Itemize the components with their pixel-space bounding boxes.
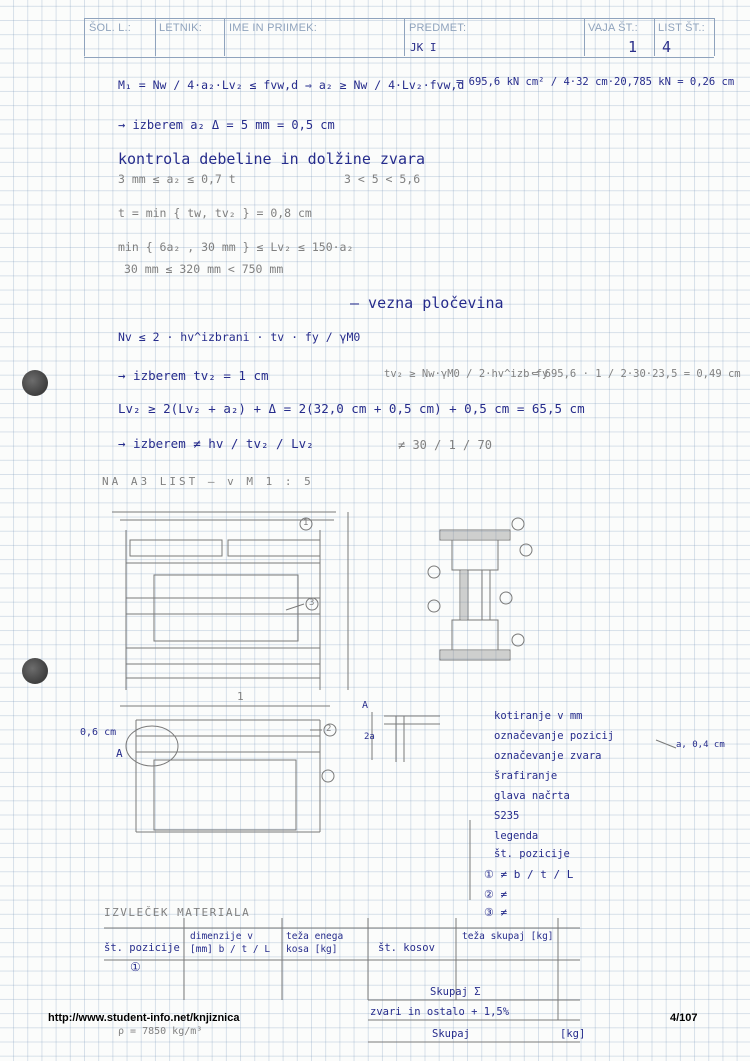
lower-pos-marker-1: [322, 770, 334, 782]
header-value-vaja: 1: [628, 38, 638, 56]
checklist-position-2: ② ≠: [484, 888, 508, 901]
batten-plate-top-left: [130, 540, 222, 556]
header-label-vaja: VAJA ŠT.:: [588, 22, 638, 34]
note-formula-m1: M₁ = Nw / 4·a₂·Lv₂ ≤ fvw,d: [118, 78, 299, 92]
note-length-values: 30 mm ≤ 320 mm < 750 mm: [124, 262, 284, 276]
checklist-position-3: ③ ≠: [484, 906, 508, 919]
note-thickness-min: t = min { tw, tv₂ } = 0,8 cm: [118, 206, 312, 220]
note-length-condition: min { 6a₂ , 30 mm } ≤ Lv₂ ≤ 150·a₂: [118, 240, 354, 254]
checklist-item-4: šrafiranje: [494, 770, 558, 782]
drawing-scale-note: NA A3 LIST – v M 1 : 5: [102, 475, 314, 488]
table-header-unit-weight: teža enega kosa [kg]: [286, 931, 344, 955]
note-plate-dimensions: ≠ 30 / 1 / 70: [398, 438, 492, 452]
section-hatch-bottom: [441, 651, 509, 659]
section-hatch-web: [461, 571, 467, 619]
note-weld-limit-values: 3 < 5 < 5,6: [344, 172, 421, 186]
note-formula-nv: Nv ≤ 2 · hv^izbrani · tv · fy / γM0: [118, 330, 361, 344]
table-total-unit: [kg]: [560, 1028, 586, 1040]
table-density-note: ρ = 7850 kg/m³: [118, 1026, 203, 1037]
batten-plate-main: [154, 575, 298, 641]
lower-batten-plate: [154, 760, 296, 830]
table-total-label: Skupaj: [432, 1028, 470, 1040]
leader-pos-3: [286, 604, 304, 610]
checklist-item-6: S235: [494, 810, 520, 822]
header-label-sol: ŠOL. L.:: [89, 22, 131, 34]
checklist-item-7: legenda: [494, 830, 539, 842]
table-header-dimensions: dimenzije v [mm] b / t / L: [190, 931, 271, 955]
section-pos-3-left: [428, 566, 440, 578]
note-formula-tv2: tv₂ ≥ Nw·γM0 / 2·hv^izb·fy: [384, 368, 549, 380]
header-value-predmet: JK I: [410, 41, 437, 54]
section-web-right: [482, 570, 490, 620]
section-label-2a: 2a: [364, 732, 375, 742]
section-label-A: A: [362, 700, 369, 711]
section-lower-block: [452, 620, 498, 650]
checklist-item-3: označevanje zvara: [494, 750, 602, 762]
header-label-list: LIST ŠT.:: [658, 22, 705, 34]
note-select-tv2: → izberem tv₂ = 1 cm: [118, 368, 269, 383]
detail-circle-A: [126, 726, 178, 766]
footer-page-number: 4/107: [670, 1012, 698, 1024]
section-pos-2-bottom: [512, 634, 524, 646]
table-header-position: št. pozicije: [104, 942, 180, 954]
checklist-position-1: ① ≠ b / t / L: [484, 868, 574, 881]
note-select-plate: → izberem ≠ hv / tv₂ / Lv₂: [118, 436, 314, 451]
side-note-arrow: [656, 740, 676, 748]
pos-label-2: 2: [326, 724, 332, 734]
table-title: IZVLEČEK MATERIALA: [104, 906, 251, 919]
table-header-total-weight: teža skupaj [kg]: [462, 931, 554, 942]
section-upper-block: [452, 540, 498, 570]
checklist-side-note: a, 0,4 cm: [676, 740, 725, 750]
section-pos-2-top: [512, 518, 524, 530]
batten-plate-top-right: [228, 540, 320, 556]
note-result-tv2: = 695,6 · 1 / 2·30·23,5 = 0,49 cm: [532, 368, 741, 380]
note-heading-batten-plate: – vezna pločevina: [350, 294, 504, 312]
note-formula-a2: ⇒ a₂ ≥ Nw / 4·Lv₂·fvw,d: [305, 78, 465, 92]
checklist-item-2: označevanje pozicij: [494, 730, 615, 742]
table-sum-label: Skupaj Σ: [430, 986, 481, 998]
header-label-letnik: LETNIK:: [159, 22, 202, 34]
pos-label-1: 1: [303, 518, 309, 528]
checklist-item-5: glava načrta: [494, 790, 570, 802]
section-pos-3-right: [500, 592, 512, 604]
dim-label-weld: 0,6 cm: [80, 727, 117, 738]
note-weld-limit: 3 mm ≤ a₂ ≤ 0,7 t: [118, 172, 236, 186]
checklist-item-1: kotiranje v mm: [494, 710, 583, 722]
pos-label-3: 3: [309, 598, 315, 608]
checklist-item-8: št. pozicije: [494, 848, 570, 860]
detail-label-A: A: [116, 747, 123, 760]
section-pos-2-mid: [520, 544, 532, 556]
section-pos-3-left-lower: [428, 600, 440, 612]
note-heading-weld-check: kontrola debeline in dolžine zvara: [118, 150, 426, 168]
note-select-a2: → izberem a₂ Δ = 5 mm = 0,5 cm: [118, 118, 335, 132]
footer-url[interactable]: http://www.student-info.net/knjiznica: [48, 1012, 240, 1024]
table-header-count: št. kosov: [378, 942, 435, 954]
section-hatch-top: [441, 531, 509, 539]
header-label-predmet: PREDMET:: [409, 22, 467, 34]
dim-label-1: 1: [237, 690, 244, 703]
note-result-a2: = 695,6 kN cm² / 4·32 cm·20,785 kN = 0,26 cm: [456, 76, 735, 88]
note-formula-lv2: Lv₂ ≥ 2(Lv₂ + a₂) + Δ = 2(32,0 cm + 0,5 cm) + 0,5 cm = 65,5 cm: [118, 401, 585, 416]
header-value-list: 4: [662, 38, 672, 56]
header-label-ime: IME IN PRIIMEK:: [229, 22, 317, 34]
table-row-position-1: ①: [130, 960, 141, 974]
table-weld-label: zvari in ostalo + 1,5%: [370, 1006, 510, 1018]
